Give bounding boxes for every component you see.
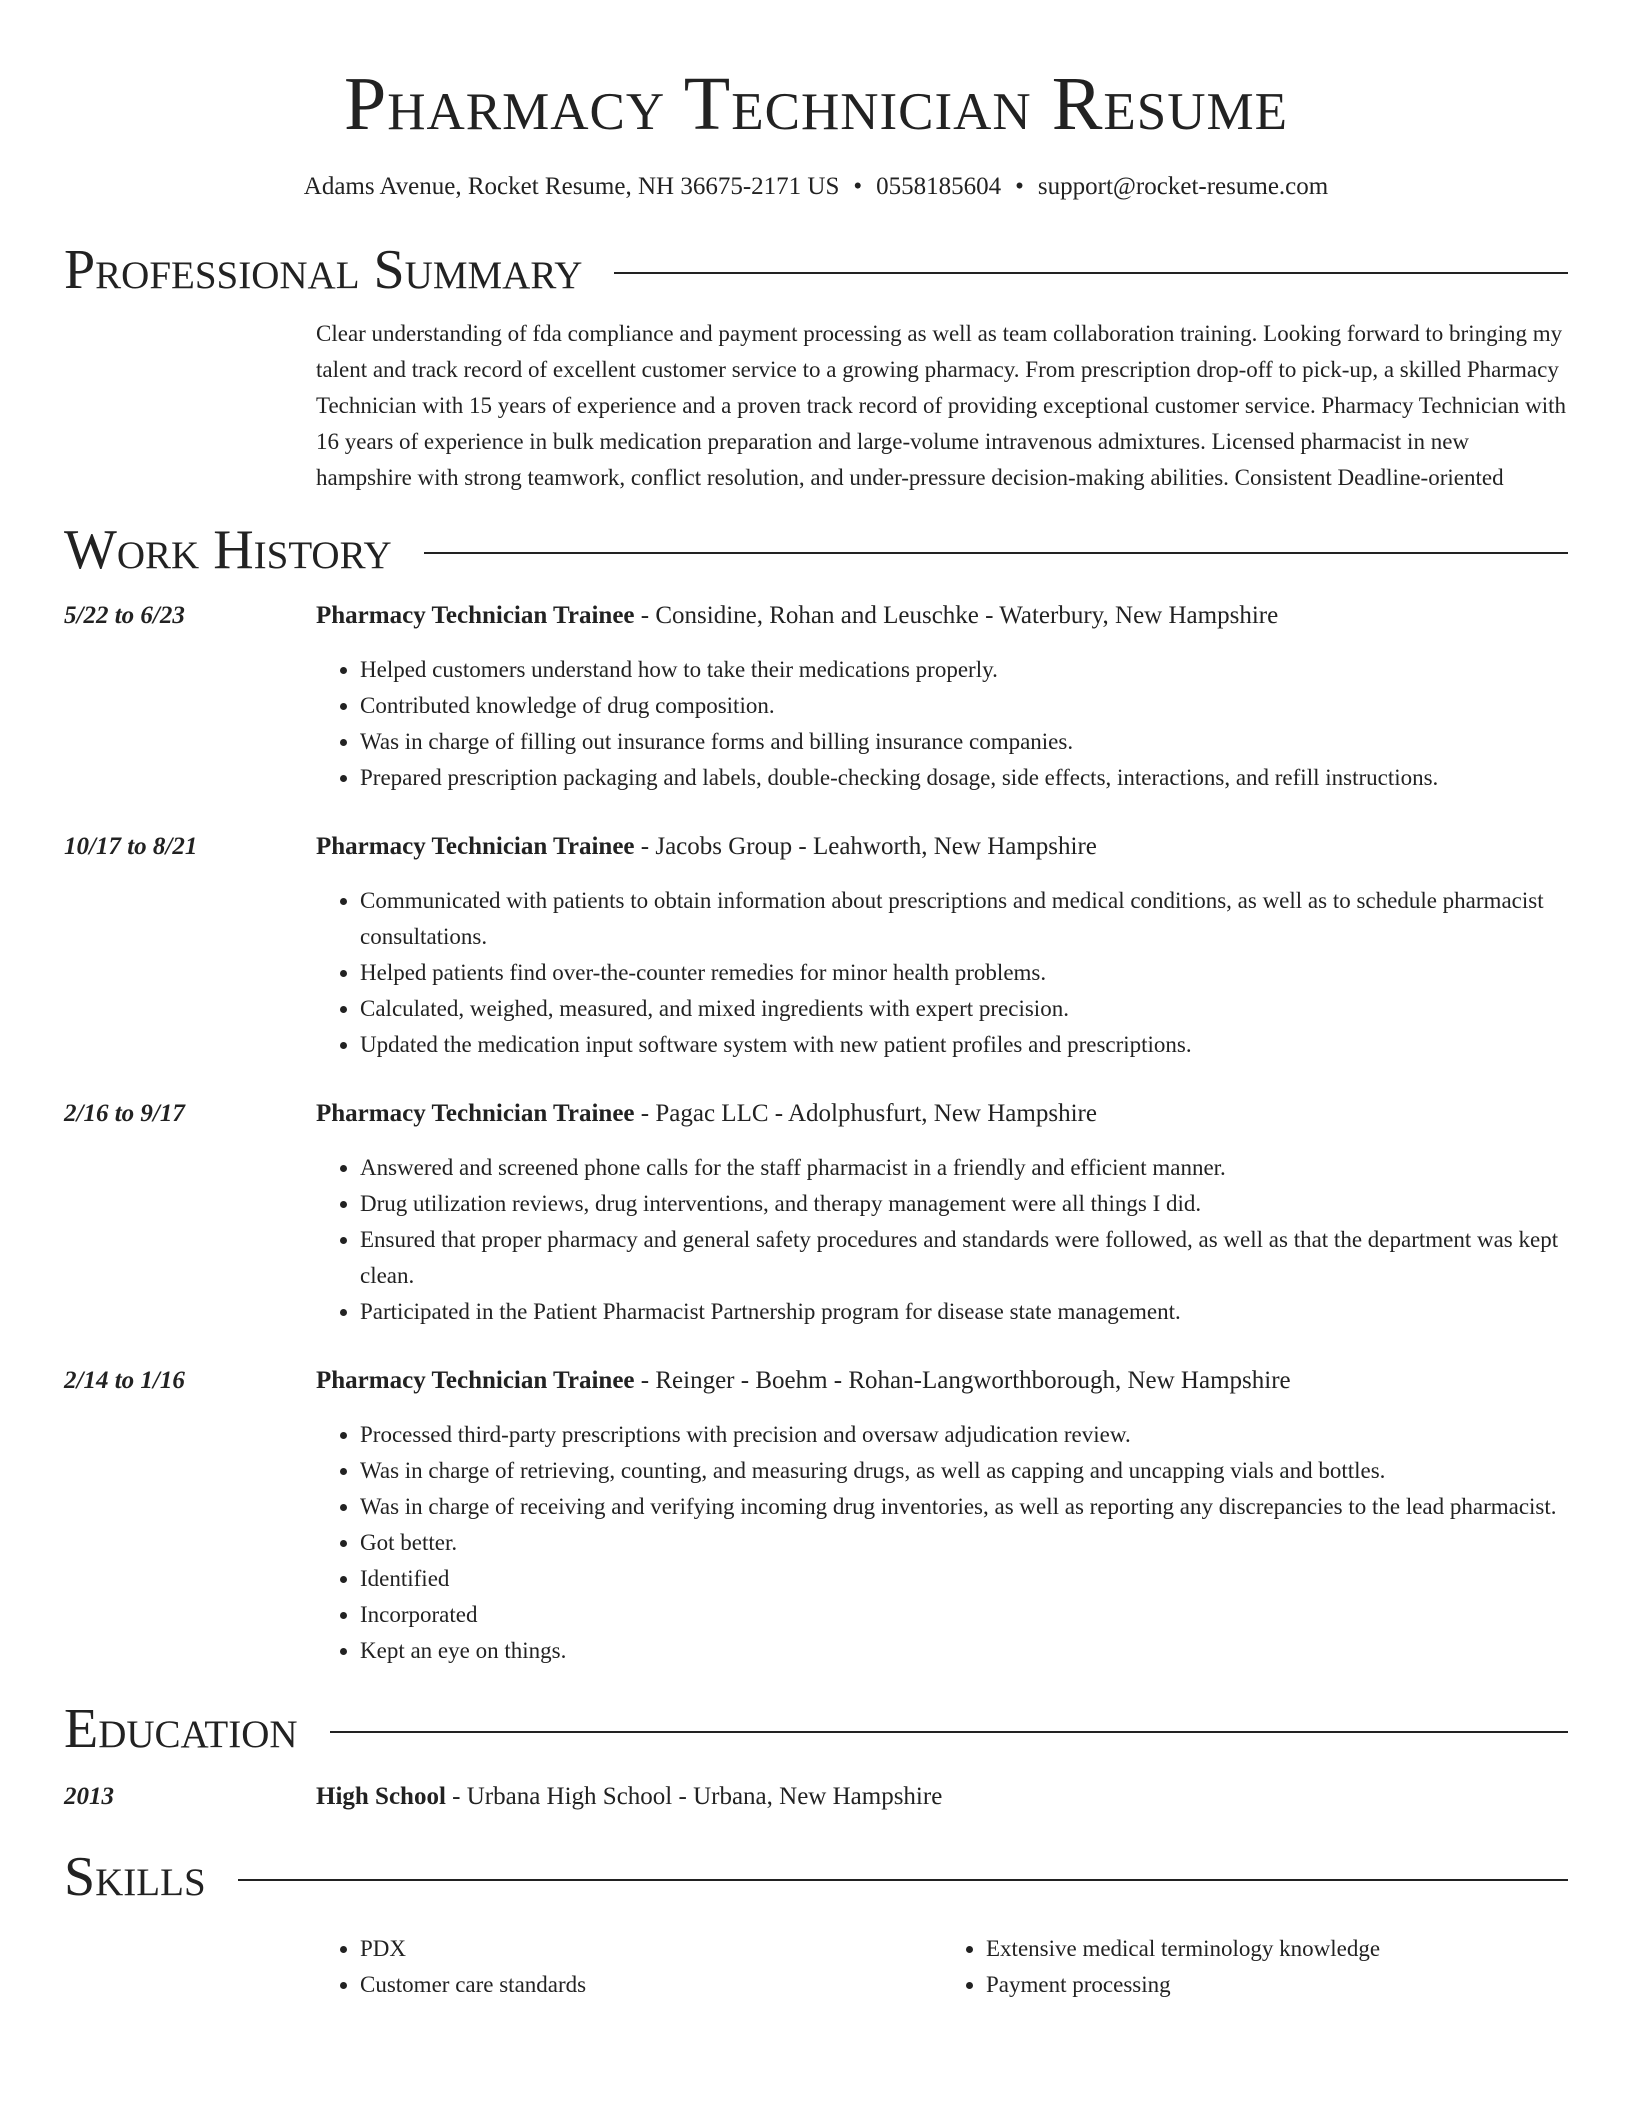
work-section-header [64, 518, 1568, 582]
job-heading [316, 598, 1568, 634]
job-bullet: • Ensured that proper pharmacy and general safety procedures and standards were followed, as well as that the department was kept clean. [360, 1222, 1568, 1294]
job-bullet: • Participated in the Patient Pharmacist Partnership program for disease state management. [360, 1294, 1568, 1330]
contact-phone: 0558185604 [876, 173, 1002, 200]
job-bullet: • Kept an eye on things. [360, 1633, 1568, 1669]
job-dates: 5/22 to 6/23 [64, 602, 185, 629]
skills-heading: Skills [64, 1846, 206, 1908]
job-bullets [316, 1417, 1568, 1669]
contact-email: support@rocket-resume.com [1037, 173, 1329, 200]
education-section-header [64, 1697, 1568, 1761]
job-bullet: • Was in charge of retrieving, counting, and measuring drugs, as well as capping and uncapping vials and bottles. [360, 1453, 1568, 1489]
job-entry [64, 1363, 1568, 1669]
contact-line [64, 170, 1568, 204]
job-bullet: • Got better. [360, 1525, 1568, 1561]
skill-item: • Extensive medical terminology knowledge [986, 1931, 1568, 1967]
resume-title: Pharmacy Technician Resume [343, 62, 1289, 146]
job-bullet: • Updated the medication input software system with new patient profiles and prescriptions. [360, 1027, 1568, 1063]
job-bullet: • Contributed knowledge of drug composition. [360, 688, 1568, 724]
job-heading [316, 1096, 1568, 1132]
skills-column-left [316, 1931, 942, 2003]
work-heading: Work History [64, 519, 392, 581]
education-heading-line [316, 1779, 1568, 1815]
education-entry [64, 1779, 1568, 1815]
job-bullet: • Incorporated [360, 1597, 1568, 1633]
section-divider [330, 1731, 1568, 1733]
skills-list [316, 1931, 1568, 2003]
job-bullet: • Helped patients find over-the-counter remedies for minor health problems. [360, 955, 1568, 991]
job-bullets [316, 883, 1568, 1063]
job-bullet: • Prepared prescription packaging and labels, double-checking dosage, side effects, interactions, and refill instructions. [360, 760, 1568, 796]
education-details: - Urbana High School - Urbana, New Hampshire [445, 1783, 943, 1810]
job-heading [316, 829, 1568, 865]
job-bullet: • Identified [360, 1561, 1568, 1597]
job-bullet: • Calculated, weighed, measured, and mixed ingredients with expert precision. [360, 991, 1568, 1027]
section-divider [238, 1879, 1568, 1881]
job-bullet: • Was in charge of filling out insurance forms and billing insurance companies. [360, 724, 1568, 760]
job-dates: 2/14 to 1/16 [64, 1367, 185, 1394]
job-bullet: • Communicated with patients to obtain information about prescriptions and medical conditions, as well as to schedule pharmacist consultations. [360, 883, 1568, 955]
job-details: - Considine, Rohan and Leuschke - Waterbury, New Hampshire [634, 602, 1279, 629]
job-bullets [316, 652, 1568, 796]
job-dates: 10/17 to 8/21 [64, 833, 198, 860]
job-bullet: • Answered and screened phone calls for the staff pharmacist in a friendly and efficient manner. [360, 1150, 1568, 1186]
contact-separator: • [1015, 173, 1024, 200]
skill-item: • Customer care standards [360, 1967, 942, 2003]
job-dates: 2/16 to 9/17 [64, 1100, 185, 1127]
section-divider [424, 552, 1568, 554]
education-heading: Education [64, 1698, 298, 1760]
education-degree: High School [316, 1783, 446, 1810]
skill-item: • Payment processing [986, 1967, 1568, 2003]
section-divider [614, 272, 1568, 274]
contact-address: Adams Avenue, Rocket Resume, NH 36675-2171 US [303, 173, 840, 200]
job-details: - Pagac LLC - Adolphusfurt, New Hampshire [634, 1100, 1097, 1127]
skills-column-right [942, 1931, 1568, 2003]
summary-heading: Professional Summary [64, 239, 583, 301]
job-bullet: • Processed third-party prescriptions with precision and oversaw adjudication review. [360, 1417, 1568, 1453]
job-role: Pharmacy Technician Trainee [316, 1367, 635, 1394]
job-role: Pharmacy Technician Trainee [316, 602, 635, 629]
summary-text: Clear understanding of fda compliance and payment processing as well as team collaboration training. Looking forward to bringing my talent and track record of excellent customer service to a growing pharmacy. From prescription drop-off to pick-up, a skilled Pharmacy Technician with 15 years of experience and a proven track record of providing exceptional customer service. Pharmacy Technician with 16 years of experience in bulk medication preparation and large-volume intravenous admixtures. Licensed pharmacist in new hampshire with strong teamwork, conflict resolution, and under-pressure decision-making abilities. Consistent Deadline-oriented [316, 321, 1566, 490]
job-details: - Jacobs Group - Leahworth, New Hampshire [634, 833, 1097, 860]
job-entry [64, 598, 1568, 796]
job-entry [64, 829, 1568, 1063]
job-bullets [316, 1150, 1568, 1330]
job-role: Pharmacy Technician Trainee [316, 1100, 635, 1127]
job-bullet: • Was in charge of receiving and verifying incoming drug inventories, as well as reporting any discrepancies to the lead pharmacist. [360, 1489, 1568, 1525]
job-details: - Reinger - Boehm - Rohan-Langworthborough, New Hampshire [634, 1367, 1291, 1394]
work-history-list [64, 598, 1568, 1669]
job-bullet: • Helped customers understand how to take their medications properly. [360, 652, 1568, 688]
job-entry [64, 1096, 1568, 1330]
summary-section-header [64, 238, 1568, 302]
job-bullet: • Drug utilization reviews, drug interventions, and therapy management were all things I did. [360, 1186, 1568, 1222]
skills-section-header [64, 1845, 1568, 1909]
education-year: 2013 [64, 1783, 114, 1810]
contact-separator: • [853, 173, 863, 200]
job-heading [316, 1363, 1568, 1399]
job-role: Pharmacy Technician Trainee [316, 833, 635, 860]
skill-item: • PDX [360, 1931, 942, 1967]
